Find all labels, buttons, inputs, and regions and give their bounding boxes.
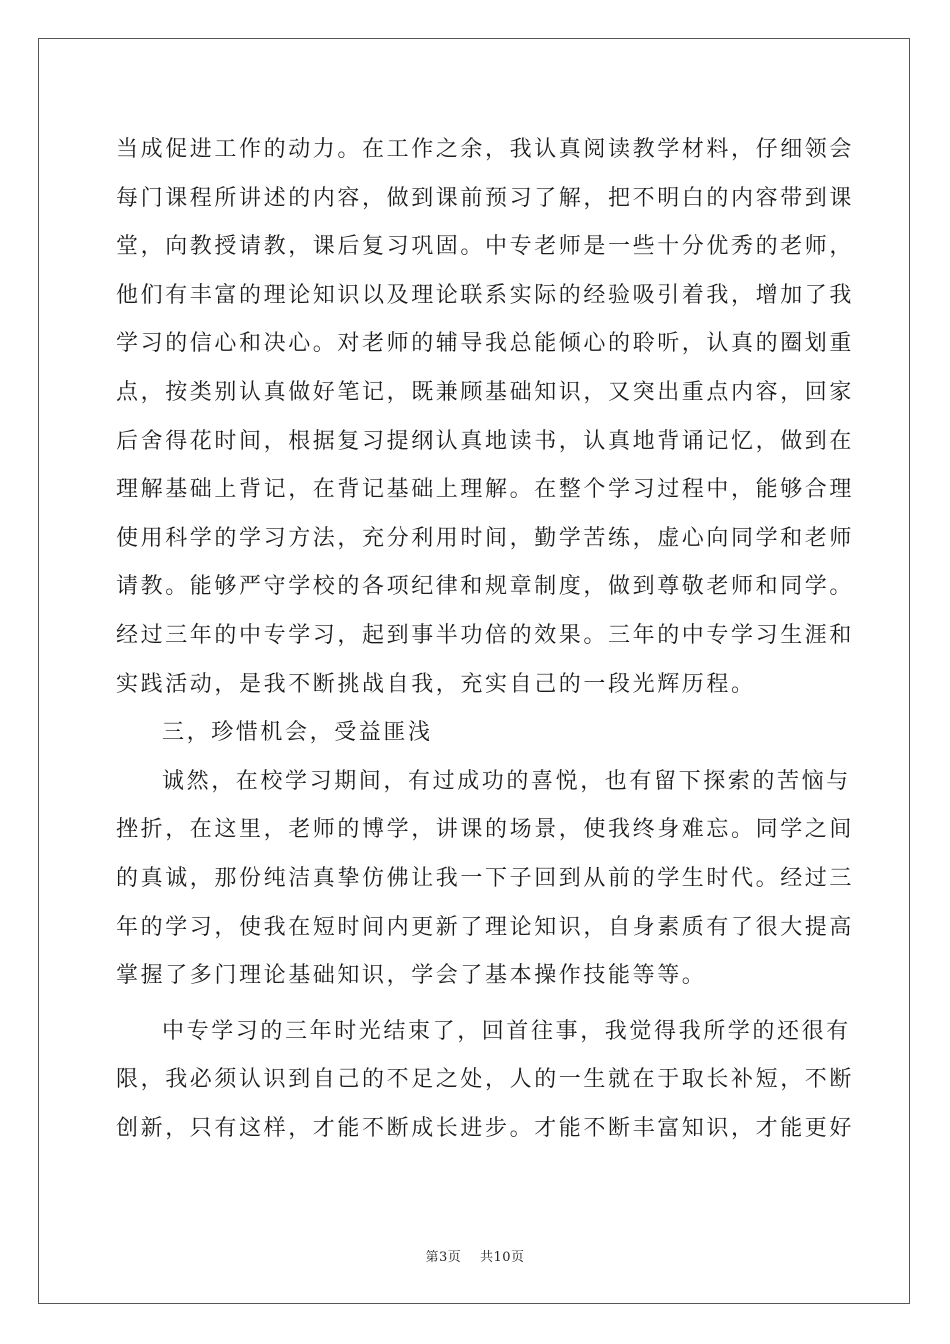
section-heading: 三，珍惜机会，受益匪浅 [162,720,433,746]
document-body [116,126,855,1153]
text-line: 使用科学的学习方法，充分利用时间，勤学苦练，虚心向同学和老师 [116,525,855,551]
text-line: 当成促进工作的动力。在工作之余，我认真阅读教学材料，仔细领会 [116,137,855,162]
text-line: 实践活动，是我不断挑战自我，充实自己的一段光辉历程。 [116,671,756,697]
text-line: 每门课程所讲述的内容，做到课前预习了解，把不明白的内容带到课 [116,185,855,211]
text-line: 他们有丰富的理论知识以及理论联系实际的经验吸引着我，增加了我 [116,282,855,308]
text-line: 掌握了多门理论基础知识，学会了基本操作技能等等。 [116,963,707,989]
page-total: 共10页 [479,1250,525,1265]
text-line: 挫折，在这里，老师的博学，讲课的场景，使我终身难忘。同学之间 [116,817,855,843]
text-line: 学习的信心和决心。对老师的辅导我总能倾心的聆听，认真的圈划重 [116,331,855,357]
text-line: 经过三年的中专学习，起到事半功倍的效果。三年的中专学习生涯和 [116,622,855,648]
page-number: 第3页 [425,1250,462,1265]
text-line: 年的学习，使我在短时间内更新了理论知识，自身素质有了很大提高 [116,914,855,940]
text-line: 的真诚，那份纯洁真挚仿佛让我一下子回到从前的学生时代。经过三 [116,865,855,891]
paragraph-gap [116,1001,836,1008]
text-line: 诚然，在校学习期间，有过成功的喜悦，也有留下探索的苦恼与 [162,768,851,794]
text-line: 理解基础上背记，在背记基础上理解。在整个学习过程中，能够合理 [116,477,855,503]
text-line: 限，我必须认识到自己的不足之处，人的一生就在于取长补短，不断 [116,1067,855,1093]
text-line: 点，按类别认真做好笔记，既兼顾基础知识，又突出重点内容，回家 [116,379,855,405]
page-footer [0,1246,950,1265]
text-line: 创新，只有这样，才能不断成长进步。才能不断丰富知识，才能更好 [116,1115,855,1141]
text-line: 堂，向教授请教，课后复习巩固。中专老师是一些十分优秀的老师， [116,234,855,260]
text-line: 请教。能够严守学校的各项纪律和规章制度，做到尊敬老师和同学。 [116,574,855,600]
text-line: 后舍得花时间，根据复习提纲认真地读书，认真地背诵记忆，做到在 [116,428,855,454]
text-line: 中专学习的三年时光结束了，回首往事，我觉得我所学的还很有 [162,1018,851,1044]
